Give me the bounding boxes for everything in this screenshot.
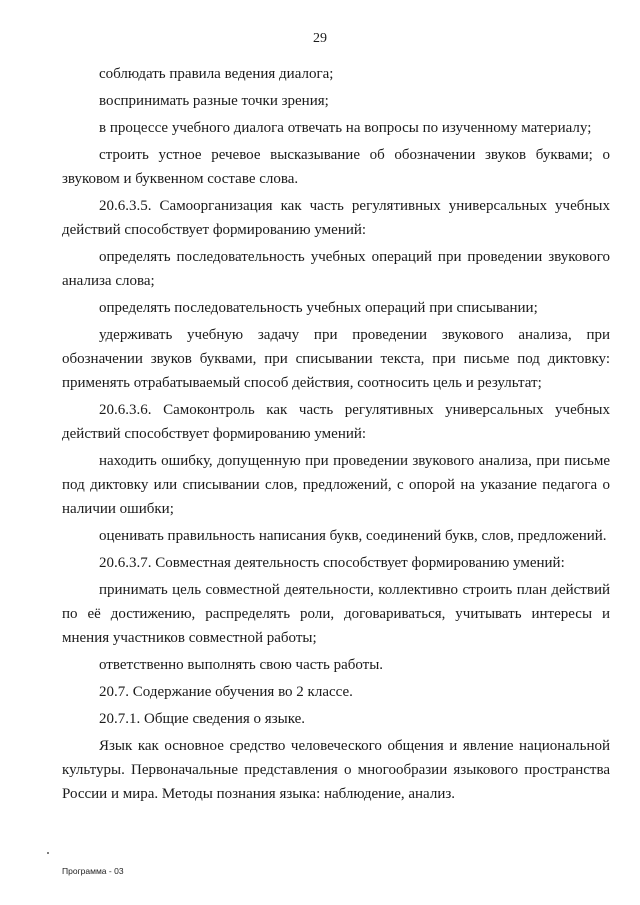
paragraph-8: удерживать учебную задачу при проведении звукового анализа, при обозначении звуков буквами, при списывании текста, при письме под диктовку: применять отрабатываемый способ действия, соотносить цель и результат; — [62, 327, 610, 391]
paragraph-11: оценивать правильность написания букв, соединений букв, слов, предложений. — [99, 528, 607, 544]
paragraph-5: 20.6.3.5. Самоорганизация как часть регулятивных универсальных учебных действий способствует формированию умений: — [62, 198, 610, 238]
paragraph-12: 20.6.3.7. Совместная деятельность способствует формированию умений: — [99, 555, 565, 571]
paragraph-17: Язык как основное средство человеческого общения и явление национальной культуры. Первоначальные представления о многообразии языкового пространства России и мира. Методы познания языка: наблюдение, анализ. — [62, 738, 610, 802]
paragraph-2: воспринимать разные точки зрения; — [99, 93, 329, 109]
paragraph-13: принимать цель совместной деятельности, коллективно строить план действий по её достижению, распределять роли, договариваться, учитывать интересы и мнения участников совместной работы; — [62, 582, 610, 646]
paragraph-14: ответственно выполнять свою часть работы. — [99, 657, 384, 673]
paragraph-7: определять последовательность учебных операций при списывании; — [99, 300, 538, 316]
page-body — [62, 62, 610, 809]
paragraph-10: находить ошибку, допущенную при проведении звукового анализа, при письме под диктовку или списывании слов, предложений, с опорой на указание педагога о наличии ошибки; — [62, 453, 610, 517]
section-heading-20-7: 20.7. Содержание обучения во 2 классе. — [99, 684, 353, 700]
scan-speck — [47, 852, 49, 854]
page-number: 29 — [313, 31, 327, 46]
paragraph-3: в процессе учебного диалога отвечать на вопросы по изученному материалу; — [99, 120, 592, 136]
paragraph-9: 20.6.3.6. Самоконтроль как часть регулятивных универсальных учебных действий способствует формированию умений: — [62, 402, 610, 442]
paragraph-4: строить устное речевое высказывание об обозначении звуков буквами; о звуковом и буквенном составе слова. — [62, 147, 610, 187]
section-heading-20-7-1: 20.7.1. Общие сведения о языке. — [99, 711, 306, 727]
footer-label: Программа - 03 — [62, 866, 124, 876]
paragraph-1: соблюдать правила ведения диалога; — [99, 66, 334, 82]
paragraph-6: определять последовательность учебных операций при проведении звукового анализа слова; — [62, 249, 610, 289]
